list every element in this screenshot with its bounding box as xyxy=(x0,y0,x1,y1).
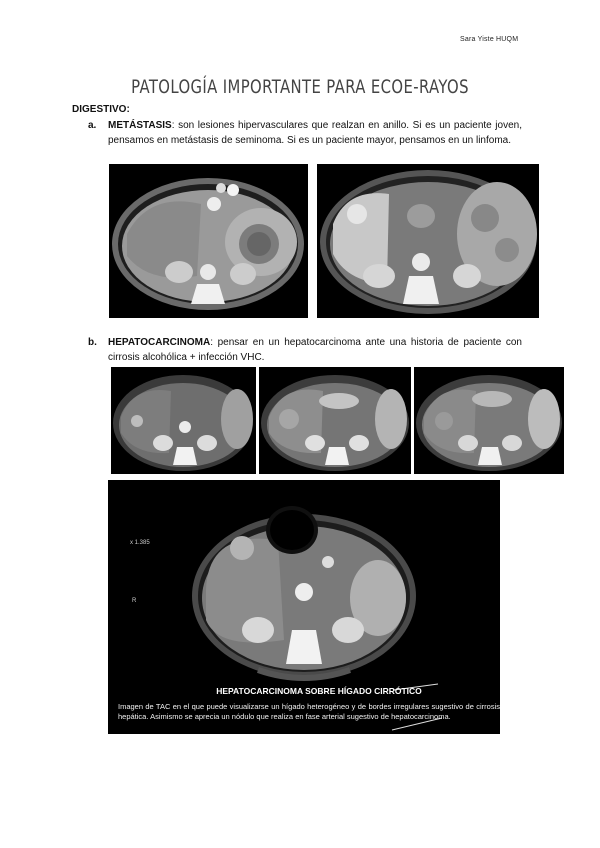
item-metastasis xyxy=(90,118,522,148)
section-heading: DIGESTIVO: xyxy=(72,104,130,115)
ct-scan-metastasis-1 xyxy=(109,164,308,318)
item-term: HEPATOCARCINOMA xyxy=(108,337,211,348)
item-hepatocarcinoma xyxy=(90,335,522,365)
figure-caption: Imagen de TAC en el que puede visualizarse un hígado heterogéneo y de bordes irregulares sugestivo de cirrosis hepática. Asimismo se aprecia un nódulo que realiza en fase arterial sugestivo de hepatocarcinoma. xyxy=(118,702,500,721)
item-marker: a. xyxy=(88,120,97,131)
page-title: PATOLOGÍA IMPORTANTE PARA ECOE-RAYOS xyxy=(131,76,469,98)
ct-scan-hcc-phase-1 xyxy=(111,367,256,474)
ct-scan-hcc-phase-2 xyxy=(259,367,411,474)
scan-scale-label: x 1.385 xyxy=(130,540,150,546)
item-text: : son lesiones hipervasculares que realzan en anillo. Si es un paciente joven, pensamos en metástasis de seminoma. Si es un paciente mayor, pensamos en un linfoma. xyxy=(108,120,522,146)
ct-scan-metastasis-2 xyxy=(317,164,539,318)
author-header: Sara Yiste HUQM xyxy=(460,36,519,43)
figure-overlay-title: HEPATOCARCINOMA SOBRE HÍGADO CIRRÓTICO xyxy=(216,686,422,696)
scan-side-marker: R xyxy=(132,598,137,604)
item-marker: b. xyxy=(88,337,97,348)
ct-scan-hcc-phase-3 xyxy=(414,367,564,474)
item-text: : pensar en un hepatocarcinoma ante una historia de paciente con cirrosis alcohólica + infección VHC. xyxy=(108,337,522,363)
item-term: METÁSTASIS xyxy=(108,120,172,131)
